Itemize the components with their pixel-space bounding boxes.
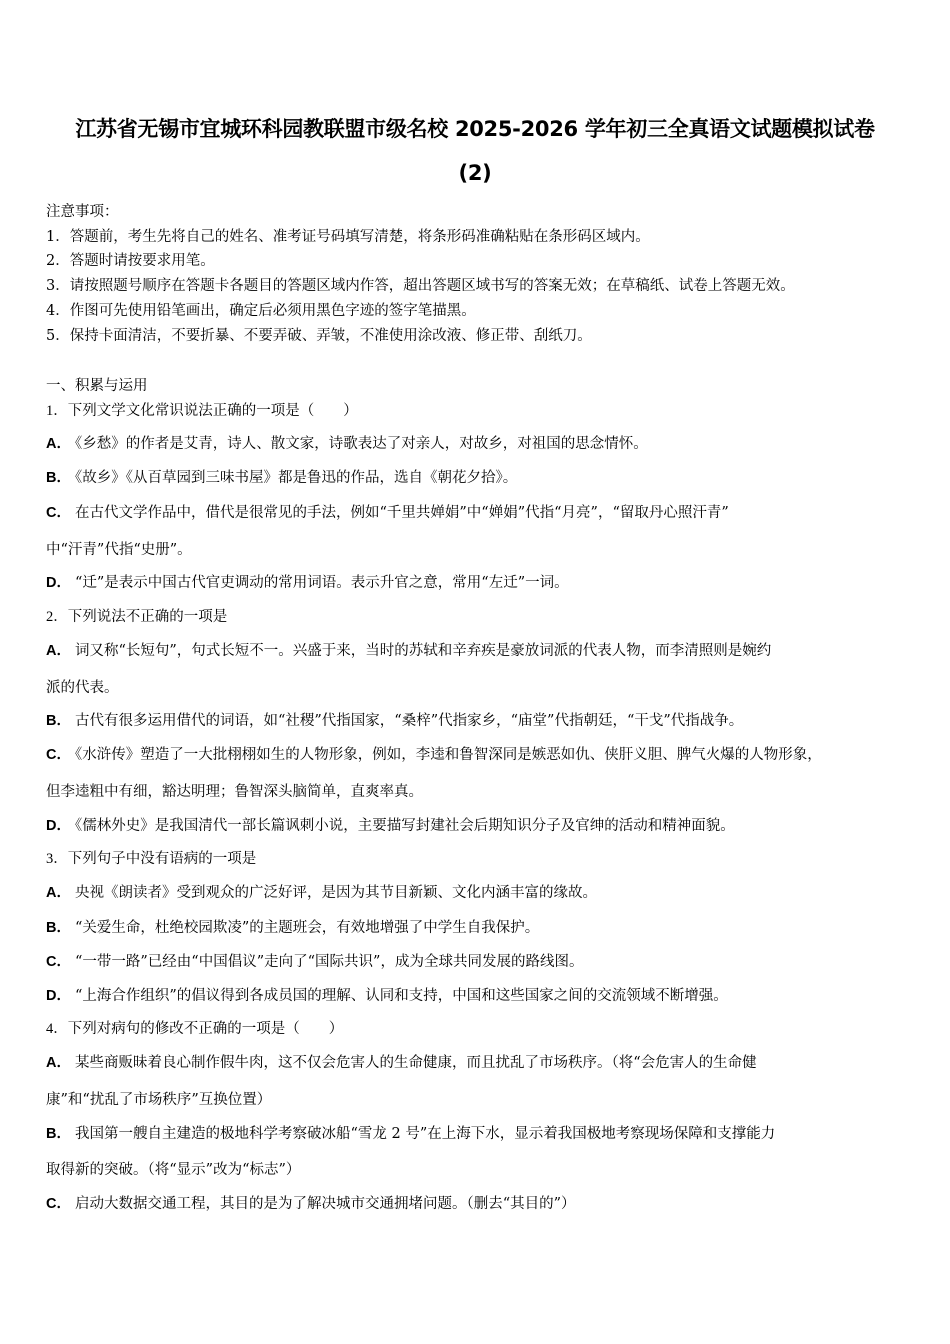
note-item: 3．请按照题号顺序在答题卡各题目的答题区域内作答，超出答题区域书写的答案无效；在草稿纸、试卷上答题无效。	[46, 278, 795, 294]
note-item: 4．作图可先使用铅笔画出，确定后必须用黑色字迹的签字笔描黑。	[46, 303, 476, 319]
option-text: 词又称“长短句”，句式长短不一。兴盛于来，当时的苏轼和辛弃疾是豪放词派的代表人物，而李清照则是婉约	[74, 643, 772, 659]
option-label: D．	[46, 575, 71, 591]
note-item: 1．答题前，考生先将自己的姓名、准考证号码填写清楚，将条形码准确粘贴在条形码区域内。	[46, 229, 650, 245]
section-heading: 一、积累与运用	[46, 378, 148, 394]
option-text: 某些商贩昧着良心制作假牛肉，这不仅会危害人的生命健康，而且扰乱了市场秩序。（将“会危害人的生命健	[74, 1055, 757, 1071]
q3-option-d	[46, 986, 920, 1006]
option-text: 启动大数据交通工程，其目的是为了解决城市交通拥堵问题。（删去“其目的”）	[74, 1196, 576, 1212]
option-text: “关爱生命，杜绝校园欺凌”的主题班会，有效地增强了中学生自我保护。	[74, 920, 540, 936]
q1-option-c-cont: 中“汗青”代指“史册”。	[46, 542, 192, 558]
q2-option-d	[46, 816, 920, 836]
option-label: A．	[46, 436, 71, 452]
q3-option-b	[46, 918, 920, 938]
question-stem-4: 4．下列对病句的修改不正确的一项是（ ）	[46, 1021, 344, 1037]
doc-title-line1: 江苏省无锡市宜城环科园教联盟市级名校 2025-2026 学年初三全真语文试题模拟试卷	[75, 117, 875, 141]
q2-option-c-cont: 但李逵粗中有细，豁达明理；鲁智深头脑简单，直爽率真。	[46, 784, 423, 800]
notes-heading: 注意事项：	[46, 204, 119, 220]
q1-option-c	[46, 503, 920, 523]
option-text: 央视《朗读者》受到观众的广泛好评，是因为其节目新颖、文化内涵丰富的缘故。	[74, 885, 597, 901]
option-label: C．	[46, 505, 71, 521]
q4-option-a	[46, 1053, 920, 1073]
q4-option-a-cont: 康”和“扰乱了市场秩序”互换位置）	[46, 1092, 272, 1108]
option-label: D．	[46, 818, 71, 834]
option-text: 我国第一艘自主建造的极地科学考察破冰船“雪龙 2 号”在上海下水，显示着我国极地考察现场保障和支撑能力	[74, 1126, 776, 1142]
q1-option-b	[46, 468, 920, 488]
note-item: 2．答题时请按要求用笔。	[46, 253, 215, 269]
option-text: 在古代文学作品中，借代是很常见的手法，例如“千里共婵娟”中“婵娟”代指“月亮”，“留取丹心照汗青”	[74, 505, 729, 521]
question-stem-1: 1．下列文学文化常识说法正确的一项是（ ）	[46, 403, 358, 419]
option-label: B．	[46, 713, 71, 729]
option-label: D．	[46, 988, 71, 1004]
option-label: C．	[46, 747, 71, 763]
option-text: 《乡愁》的作者是艾青，诗人、散文家，诗歌表达了对亲人，对故乡，对祖国的思念情怀。	[74, 436, 648, 452]
option-text: 《水浒传》塑造了一大批栩栩如生的人物形象，例如，李逵和鲁智深同是嫉恶如仇、侠肝义胆、脾气火爆的人物形象，	[74, 747, 822, 763]
option-text: 《儒林外史》是我国清代一部长篇讽刺小说，主要描写封建社会后期知识分子及官绅的活动和精神面貌。	[74, 818, 735, 834]
option-text: 《故乡》《从百草园到三味书屋》都是鲁迅的作品，选自《朝花夕拾》。	[74, 470, 518, 486]
option-label: B．	[46, 470, 71, 486]
option-label: B．	[46, 920, 71, 936]
question-stem-2: 2．下列说法不正确的一项是	[46, 609, 228, 625]
q2-option-c	[46, 745, 920, 765]
option-label: A．	[46, 885, 71, 901]
q4-option-b-cont: 取得新的突破。（将“显示”改为“标志”）	[46, 1162, 301, 1178]
option-text: 古代有很多运用借代的词语，如“社稷”代指国家，“桑梓”代指家乡，“庙堂”代指朝廷，“干戈”代指战争。	[74, 713, 744, 729]
q2-option-a	[46, 641, 920, 661]
q3-option-c	[46, 952, 920, 972]
q1-option-d	[46, 573, 920, 593]
option-text: “一带一路”已经由“中国倡议”走向了“国际共识”，成为全球共同发展的路线图。	[74, 954, 584, 970]
q4-option-c	[46, 1194, 920, 1214]
option-label: C．	[46, 1196, 71, 1212]
note-item: 5．保持卡面清洁，不要折暴、不要弄破、弄皱，不准使用涂改液、修正带、刮纸刀。	[46, 328, 592, 344]
q2-option-b	[46, 711, 920, 731]
option-label: A．	[46, 1055, 71, 1071]
q4-option-b	[46, 1124, 920, 1144]
option-label: A．	[46, 643, 71, 659]
q2-option-a-cont: 派的代表。	[46, 680, 119, 696]
option-text: “迁”是表示中国古代官吏调动的常用词语。表示升官之意，常用“左迁”一词。	[74, 575, 569, 591]
q3-option-a	[46, 883, 920, 903]
option-label: B．	[46, 1126, 71, 1142]
question-stem-3: 3．下列句子中没有语病的一项是	[46, 851, 257, 867]
option-label: C．	[46, 954, 71, 970]
doc-title-line2: (2)	[458, 161, 492, 185]
q1-option-a	[46, 434, 920, 454]
option-text: “上海合作组织”的倡议得到各成员国的理解、认同和支持，中国和这些国家之间的交流领域不断增强。	[74, 988, 728, 1004]
